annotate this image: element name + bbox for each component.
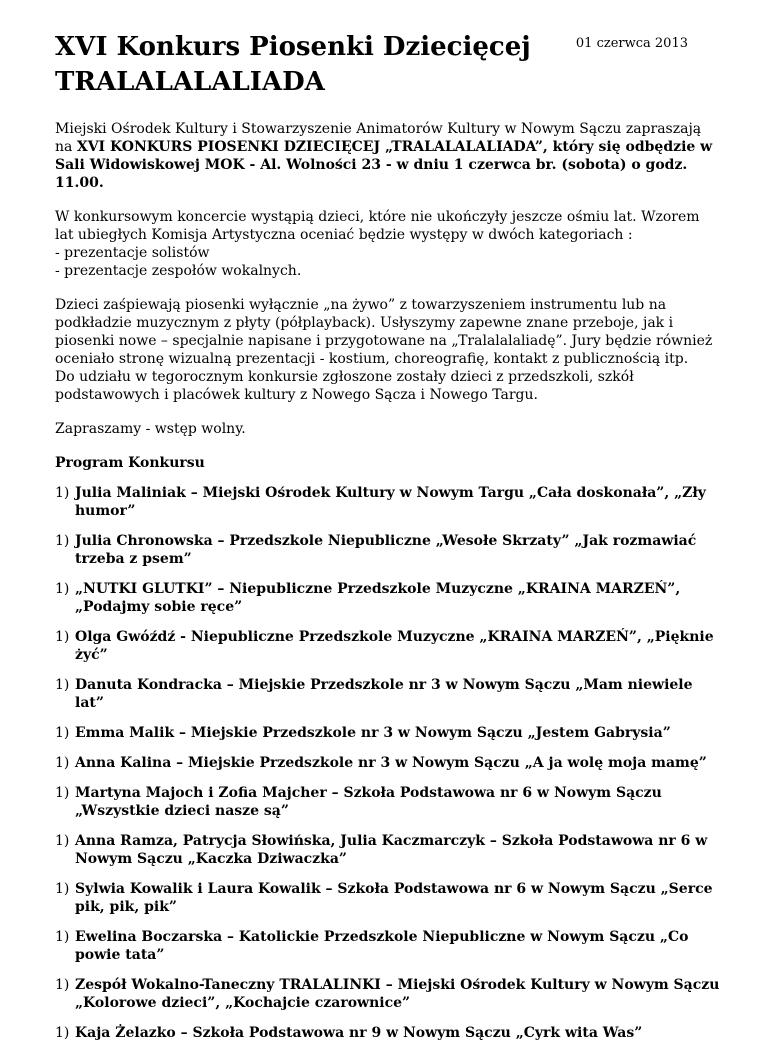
list-item xyxy=(55,676,720,712)
page-title xyxy=(55,30,555,100)
list-item-number: 1) xyxy=(55,629,70,645)
list-item xyxy=(55,928,720,964)
intro-paragraph xyxy=(55,120,720,192)
list-item-text: Julia Chronowska – Przedszkole Niepubliczne „Wesołe Skrzaty” „Jak rozmawiać trzeba z psem” xyxy=(75,533,697,567)
program-list xyxy=(55,484,720,1042)
list-item-text: Martyna Majoch i Zofia Majcher – Szkoła Podstawowa nr 6 w Nowym Sączu „Wszystkie dzieci nasze są” xyxy=(75,785,662,819)
program-title: Program Konkursu xyxy=(55,455,205,471)
list-item xyxy=(55,976,720,1012)
list-item-text: Ewelina Boczarska – Katolickie Przedszkole Niepubliczne w Nowym Sączu „Co powie tata” xyxy=(75,929,689,963)
list-item-number: 1) xyxy=(55,881,70,897)
list-item xyxy=(55,832,720,868)
title-line-1: XVI Konkurs Piosenki Dziecięcej xyxy=(55,32,531,62)
list-item-text: Kaja Żelazko – Szkoła Podstawowa nr 9 w Nowym Sączu „Cyrk wita Was” xyxy=(75,1025,643,1041)
list-item-text: Sylwia Kowalik i Laura Kowalik – Szkoła Podstawowa nr 6 w Nowym Sączu „Serce pik, pik, pik” xyxy=(75,881,713,915)
list-item-number: 1) xyxy=(55,755,70,771)
list-item-text: Anna Kalina – Miejskie Przedszkole nr 3 w Nowym Sączu „A ja wolę moja mamę” xyxy=(75,755,707,771)
list-item xyxy=(55,880,720,916)
list-item-number: 1) xyxy=(55,485,70,501)
list-item-text: „NUTKI GLUTKI” – Niepubliczne Przedszkole Muzyczne „KRAINA MARZEŃ”, „Podajmy sobie ręce” xyxy=(75,581,681,615)
list-item xyxy=(55,724,720,742)
list-item-number: 1) xyxy=(55,833,70,849)
intro-bold-text: XVI KONKURS PIOSENKI DZIECIĘCEJ „TRALALALALIADA”, który się odbędzie w Sali Widowiskowej MOK - Al. Wolności 23 - w dniu 1 czerwca br. (sobota) o godz. 11.00. xyxy=(55,139,713,191)
list-item-number: 1) xyxy=(55,1025,70,1041)
intro-text: Miejski Ośrodek Kultury i Stowarzyszenie Animatorów Kultury w Nowym Sączu zapraszają na xyxy=(55,121,702,155)
list-item-number: 1) xyxy=(55,725,70,741)
invite-text: Zapraszamy - wstęp wolny. xyxy=(55,421,246,437)
list-item-text: Danuta Kondracka – Miejskie Przedszkole nr 3 w Nowym Sączu „Mam niewiele lat” xyxy=(75,677,693,711)
list-item-number: 1) xyxy=(55,581,70,597)
list-item xyxy=(55,784,720,820)
category-groups: - prezentacje zespołów wokalnych. xyxy=(55,263,302,279)
details-paragraph xyxy=(55,296,720,404)
list-item-number: 1) xyxy=(55,785,70,801)
list-item xyxy=(55,1024,720,1042)
participants-text: Do udziału w tegorocznym konkursie zgłoszone zostały dzieci z przedszkoli, szkół podstawowych i placówek kultury z Nowego Sącza i Nowego Targu. xyxy=(55,369,634,403)
categories-text: W konkursowym koncercie wystąpią dzieci, które nie ukończyły jeszcze ośmiu lat. Wzorem lat ubiegłych Komisja Artystyczna oceniać będzie występy w dwóch kategoriach : xyxy=(55,209,700,243)
list-item xyxy=(55,580,720,616)
list-item xyxy=(55,532,720,568)
list-item-text: Olga Gwóźdź - Niepubliczne Przedszkole Muzyczne „KRAINA MARZEŃ”, „Pięknie żyć” xyxy=(75,629,714,663)
document-body xyxy=(55,120,720,1054)
list-item-number: 1) xyxy=(55,677,70,693)
categories-paragraph xyxy=(55,208,720,280)
list-item xyxy=(55,484,720,520)
details-text: Dzieci zaśpiewają piosenki wyłącznie „na żywo” z towarzyszeniem instrumentu lub na podkładzie muzycznym z płyty (półplayback). Usłyszymy zapewne znane przeboje, jak i piosenki nowe – specjalnie napisane i przygotowane na „Tralalalaliadę”. Jury będzie również oceniało stronę wizualną prezentacji - kostium, choreografię, kontakt z publicznością itp. xyxy=(55,297,713,367)
list-item-text: Anna Ramza, Patrycja Słowińska, Julia Kaczmarczyk – Szkoła Podstawowa nr 6 w Nowym Sączu „Kaczka Dziwaczka” xyxy=(75,833,708,867)
list-item xyxy=(55,754,720,772)
document-date: 01 czerwca 2013 xyxy=(575,36,688,51)
list-item-number: 1) xyxy=(55,929,70,945)
list-item xyxy=(55,628,720,664)
list-item-number: 1) xyxy=(55,533,70,549)
list-item-number: 1) xyxy=(55,977,70,993)
category-soloists: - prezentacje solistów xyxy=(55,245,210,261)
list-item-text: Emma Malik – Miejskie Przedszkole nr 3 w Nowym Sączu „Jestem Gabrysia” xyxy=(75,725,671,741)
title-line-2: TRALALALALIADA xyxy=(55,67,325,97)
list-item-text: Zespół Wokalno-Taneczny TRALALINKI – Miejski Ośrodek Kultury w Nowym Sączu „Kolorowe dzieci”, „Kochajcie czarownice” xyxy=(75,977,720,1011)
list-item-text: Julia Maliniak – Miejski Ośrodek Kultury w Nowym Targu „Cała doskonała”, „Zły humor” xyxy=(75,485,706,519)
